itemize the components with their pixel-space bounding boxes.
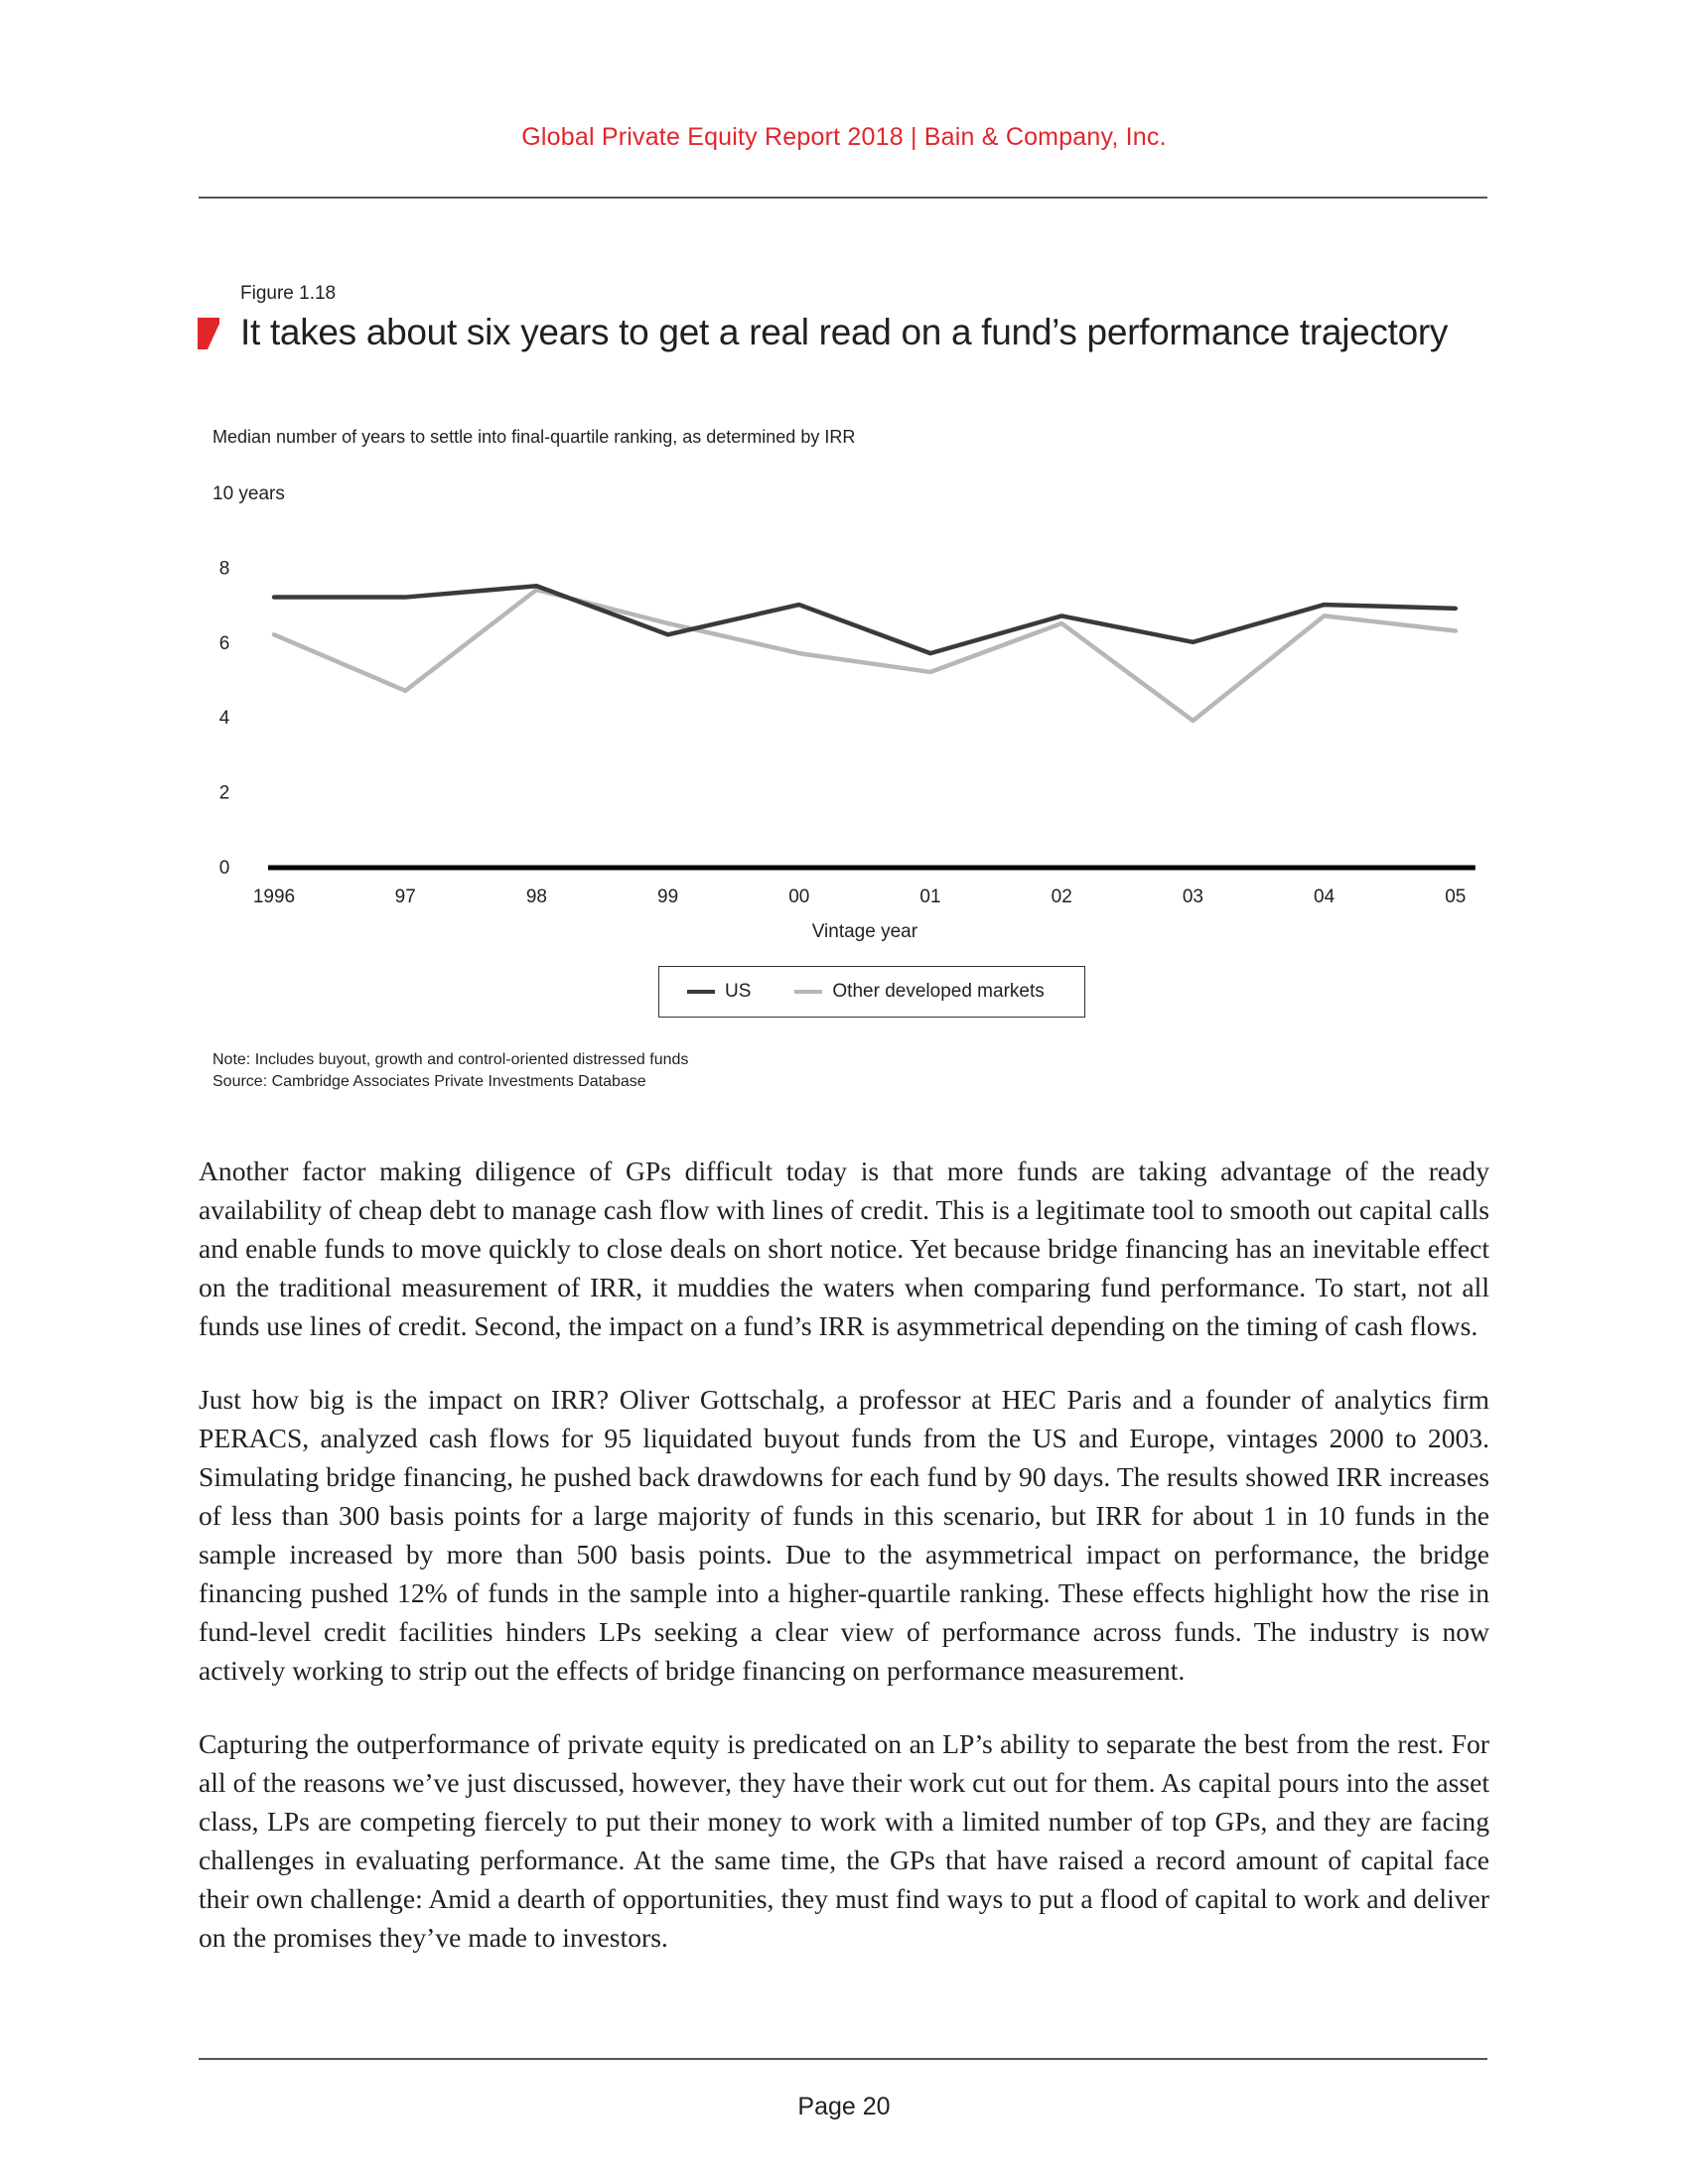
body-paragraph-2: Just how big is the impact on IRR? Oliver Gottschalg, a professor at HEC Paris and a founder of analytics firm PERACS, analyzed cash flows for 95 liquidated buyout funds from the US and Europe, vintages 2000 to 2003. Simulating bridge financing, he pushed back drawdowns for each fund by 90 days. The results showed IRR increases of less than 300 basis points for a large majority of funds in this scenario, but IRR for about 1 in 10 funds in the sample increased by more than 500 basis points. Due to the asymmetrical impact on performance, the bridge financing pushed 12% of funds in the sample into a higher-quartile ranking. These effects highlight how the rise in fund-level credit facilities hinders LPs seeking a clear view of performance across funds. The industry is now actively working to strip out the effects of bridge financing on performance measurement. bbox=[199, 1384, 1489, 1686]
figure-label: Figure 1.18 bbox=[240, 283, 337, 304]
x-tick-label-01: 01 bbox=[919, 887, 941, 907]
footer-divider bbox=[199, 2058, 1487, 2060]
x-tick-label-1996: 1996 bbox=[252, 887, 296, 907]
chart-notes bbox=[212, 1049, 688, 1093]
chart-legend bbox=[658, 966, 1085, 1018]
legend-item-us bbox=[687, 981, 751, 1003]
series-line-other-developed-markets bbox=[274, 590, 1456, 721]
header-divider bbox=[199, 197, 1487, 199]
series-line-us bbox=[274, 586, 1456, 653]
y-tick-label-0: 0 bbox=[218, 858, 230, 879]
x-tick-label-03: 03 bbox=[1182, 887, 1203, 907]
y-tick-label-8: 8 bbox=[218, 558, 230, 580]
y-axis-label: 10 years bbox=[212, 483, 285, 504]
x-tick-label-98: 98 bbox=[525, 887, 547, 907]
chart-source: Source: Cambridge Associates Private Investments Database bbox=[212, 1073, 646, 1090]
line-chart bbox=[199, 467, 1489, 943]
page-number: Page 20 bbox=[797, 2093, 891, 2120]
body-paragraph-1: Another factor making diligence of GPs difficult today is that more funds are taking advantage of the ready availability of cheap debt to manage cash flow with lines of credit. This is a legitimate tool to smooth out capital calls and enable funds to move quickly to close deals on short notice. Yet because bridge financing has an inevitable effect on the traditional measurement of IRR, it muddies the waters when comparing fund performance. To start, not all funds use lines of credit. Second, the impact on a fund’s IRR is asymmetrical depending on the timing of cash flows. bbox=[199, 1156, 1489, 1341]
x-tick-label-00: 00 bbox=[788, 887, 810, 907]
legend-swatch-other bbox=[794, 990, 822, 994]
legend-label-us: US bbox=[725, 981, 752, 1002]
legend-item-other bbox=[794, 981, 1044, 1003]
chart-subtitle: Median number of years to settle into final-quartile ranking, as determined by IRR bbox=[212, 427, 856, 447]
body-text bbox=[199, 1152, 1489, 1991]
y-tick-label-4: 4 bbox=[218, 708, 230, 730]
x-axis-title: Vintage year bbox=[811, 921, 918, 942]
x-tick-label-99: 99 bbox=[657, 887, 679, 907]
y-tick-label-6: 6 bbox=[218, 632, 230, 654]
legend-label-other: Other developed markets bbox=[832, 981, 1045, 1002]
legend-swatch-us bbox=[687, 990, 715, 994]
figure-title: It takes about six years to get a real read on a fund’s performance trajectory bbox=[240, 312, 1449, 352]
x-tick-label-97: 97 bbox=[394, 887, 416, 907]
chart-note: Note: Includes buyout, growth and control-oriented distressed funds bbox=[212, 1051, 689, 1068]
body-paragraph-3: Capturing the outperformance of private equity is predicated on an LP’s ability to separate the best from the rest. For all of the reasons we’ve just discussed, however, they have their work cut out for them. As capital pours into the asset class, LPs are competing fiercely to put their money to work with a limited number of top GPs, and they are facing challenges in evaluating performance. At the same time, the GPs that have raised a record amount of capital face their own challenge: Amid a dearth of opportunities, they must find ways to put a flood of capital to work and deliver on the promises they’ve made to investors. bbox=[199, 1728, 1489, 1953]
x-tick-label-05: 05 bbox=[1445, 887, 1467, 907]
x-tick-label-04: 04 bbox=[1314, 887, 1336, 907]
figure-marker-icon bbox=[198, 318, 219, 349]
report-header: Global Private Equity Report 2018 | Bain & Company, Inc. bbox=[521, 123, 1167, 151]
x-tick-label-02: 02 bbox=[1051, 887, 1072, 907]
y-tick-label-2: 2 bbox=[218, 782, 230, 804]
